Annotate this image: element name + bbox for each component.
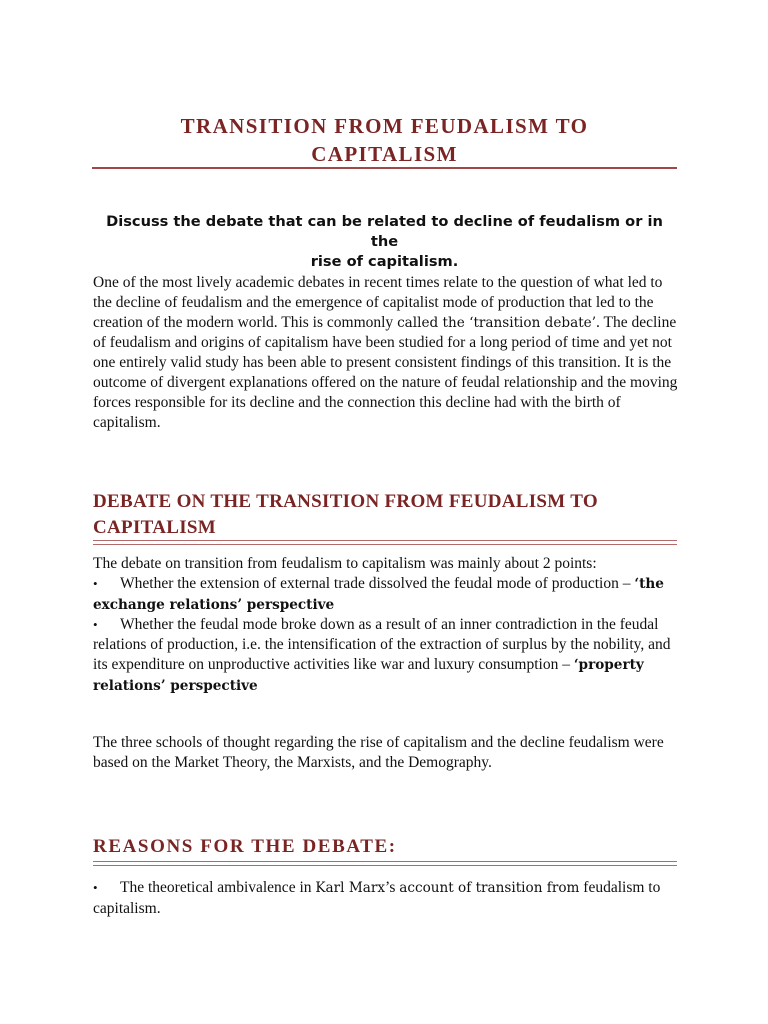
subtitle-line-2: rise of capitalism.	[310, 253, 459, 270]
bullet1-text: Whether the extension of external trade dissolved the feudal mode of production –	[120, 574, 635, 592]
reason1-text-3: feudalism to capitalism.	[93, 879, 661, 917]
title-line-2: CAPITALISM	[311, 142, 458, 166]
section-heading-debate	[93, 489, 683, 541]
title-line-1: TRANSITION FROM FEUDALISM TO	[180, 114, 589, 138]
bullet-icon: •	[93, 880, 98, 895]
section1-divider	[93, 540, 677, 545]
section1-heading-line-1: DEBATE ON THE TRANSITION FROM FEUDALISM TO	[93, 491, 598, 512]
intro-transition-debate: called the ‘transition debate’	[397, 314, 597, 331]
bullet-icon: •	[93, 575, 98, 591]
bullet-icon: •	[93, 617, 98, 633]
intro-text-2: . The decline of feudalism and origins of capitalism have been studied for a long period of time and yet not one entirely valid study has been able to present consistent findings of this transition. It is the outcome of divergent explanations offered on the nature of feudal relationship and the moving forces responsible for its decline and the connection this decline had with the birth of capitalism.	[93, 313, 678, 431]
intro-paragraph	[93, 273, 683, 432]
intro-text-1: One of the most lively academic debates in recent times relate to the question of what led to the decline of feudalism and the emergence of capitalist mode of production that led to the creation of the modern world. This is commonly	[93, 274, 663, 331]
section2-divider	[93, 861, 677, 866]
bullet1-emphasis: ‘the exchange relations’ perspective	[93, 575, 664, 613]
subtitle-line-1: Discuss the debate that can be related to decline of feudalism or in the	[106, 213, 663, 250]
debate-points-paragraph	[93, 554, 683, 697]
section-heading-reasons: REASONS FOR THE DEBATE:	[93, 836, 397, 857]
reason1-karl-marx: Karl Marx	[315, 880, 386, 896]
bullet2-text: Whether the feudal mode broke down as a result of an inner contradiction in the feudal relations of production, i.e. the intensification of the extraction of surplus by the nobility, and its expenditure on unproductive activities like war and luxury consumption –	[93, 616, 671, 673]
title-divider	[92, 167, 677, 169]
document-title	[92, 112, 677, 168]
reasons-bullet-paragraph	[93, 878, 683, 919]
section1-heading-line-2: CAPITALISM	[93, 517, 216, 538]
bullet2-emphasis: ‘property relations’ perspective	[93, 656, 644, 694]
reason1-text-2: ’s	[385, 879, 400, 896]
schools-paragraph: The three schools of thought regarding the rise of capitalism and the decline feudalism were based on the Market Theory, the Marxists, and the Demography.	[93, 734, 664, 771]
question-subtitle	[92, 212, 677, 272]
reason1-account: account of transition from	[399, 880, 580, 896]
debate-intro-text: The debate on transition from feudalism to capitalism was mainly about 2 points:	[93, 555, 597, 572]
reason1-text-1: The theoretical ambivalence in	[120, 879, 316, 896]
